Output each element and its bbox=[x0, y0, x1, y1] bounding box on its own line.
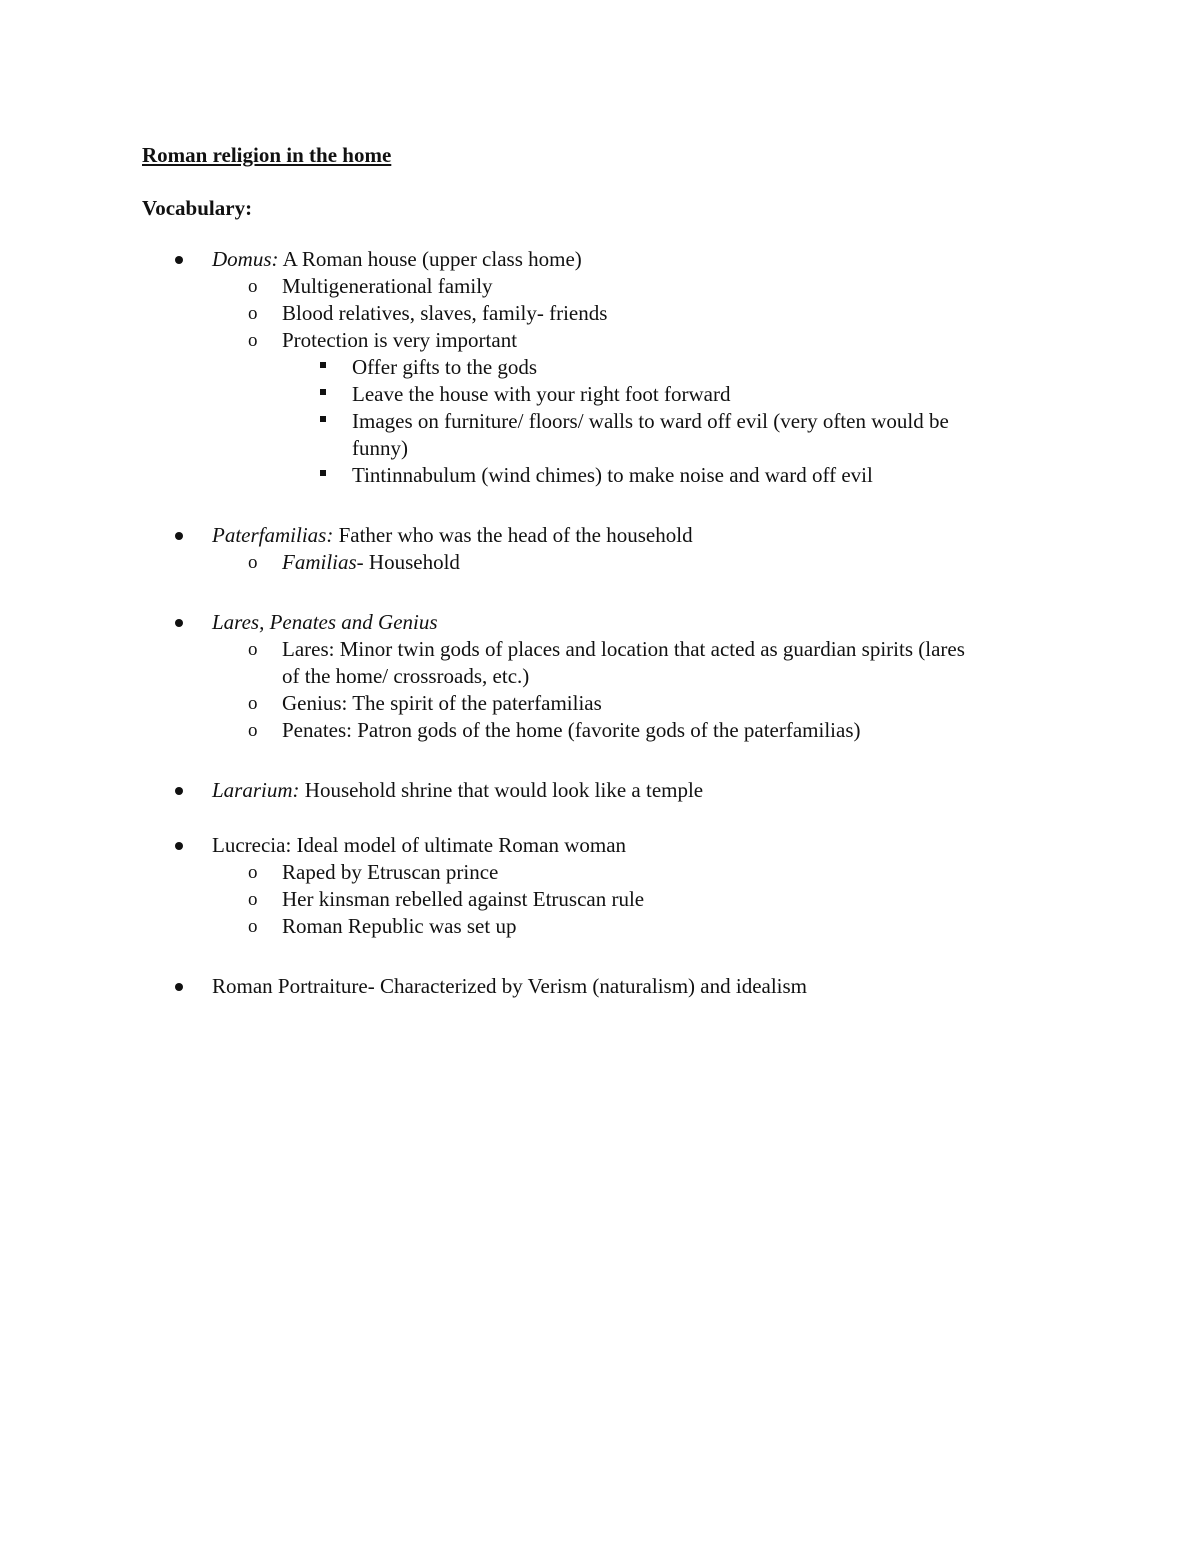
bullet-icon bbox=[175, 983, 183, 991]
circle-bullet-icon: o bbox=[248, 276, 258, 297]
list-item-lararium bbox=[212, 777, 703, 804]
sub-item: Her kinsman rebelled against Etruscan rule bbox=[282, 887, 645, 911]
sub-item: Protection is very important bbox=[282, 328, 518, 352]
circle-bullet-icon: o bbox=[248, 862, 258, 883]
circle-bullet-icon: o bbox=[248, 693, 258, 714]
sub-item: Genius: The spirit of the paterfamilias bbox=[282, 691, 602, 715]
definition-paterfamilias: Father who was the head of the household bbox=[333, 523, 693, 547]
bullet-icon bbox=[175, 842, 183, 850]
square-bullet-icon bbox=[320, 416, 326, 422]
square-bullet-icon bbox=[320, 362, 326, 368]
bullet-icon bbox=[175, 619, 183, 627]
square-bullet-icon bbox=[320, 389, 326, 395]
term-lararium: Lararium: bbox=[212, 778, 300, 802]
sub-item-familias bbox=[282, 549, 460, 576]
term-domus: Domus: bbox=[212, 247, 279, 271]
definition-domus: A Roman house (upper class home) bbox=[278, 247, 582, 271]
sub-item: Penates: Patron gods of the home (favorite gods of the paterfamilias) bbox=[282, 718, 861, 742]
circle-bullet-icon: o bbox=[248, 552, 258, 573]
list-item-paterfamilias bbox=[212, 522, 693, 549]
circle-bullet-icon: o bbox=[248, 916, 258, 937]
bullet-icon bbox=[175, 532, 183, 540]
sub-item: Lares: Minor twin gods of places and location that acted as guardian spirits (lares bbox=[282, 637, 965, 661]
sub-item: Raped by Etruscan prince bbox=[282, 860, 499, 884]
sub-item: Roman Republic was set up bbox=[282, 914, 517, 938]
circle-bullet-icon: o bbox=[248, 639, 258, 660]
subsub-item: Images on furniture/ floors/ walls to ward off evil (very often would be bbox=[352, 409, 949, 433]
bullet-icon bbox=[175, 256, 183, 264]
circle-bullet-icon: o bbox=[248, 720, 258, 741]
vocabulary-heading: Vocabulary: bbox=[142, 196, 253, 220]
definition-familias: - Household bbox=[356, 550, 460, 574]
list-item-domus bbox=[212, 246, 582, 273]
list-item-portraiture: Roman Portraiture- Characterized by Verism (naturalism) and idealism bbox=[212, 974, 808, 998]
term-familias: Familias bbox=[282, 550, 357, 574]
list-item-lares: Lares, Penates and Genius bbox=[212, 610, 438, 634]
subsub-item: Tintinnabulum (wind chimes) to make noise and ward off evil bbox=[352, 463, 873, 487]
document-title: Roman religion in the home bbox=[142, 143, 392, 167]
sub-item-continuation: of the home/ crossroads, etc.) bbox=[282, 664, 530, 688]
list-item-lucrecia: Lucrecia: Ideal model of ultimate Roman woman bbox=[212, 833, 627, 857]
square-bullet-icon bbox=[320, 470, 326, 476]
subsub-item: Leave the house with your right foot forward bbox=[352, 382, 731, 406]
subsub-item-continuation: funny) bbox=[352, 436, 408, 460]
definition-lararium: Household shrine that would look like a temple bbox=[299, 778, 704, 802]
sub-item: Blood relatives, slaves, family- friends bbox=[282, 301, 608, 325]
bullet-icon bbox=[175, 787, 183, 795]
circle-bullet-icon: o bbox=[248, 303, 258, 324]
subsub-item: Offer gifts to the gods bbox=[352, 355, 538, 379]
circle-bullet-icon: o bbox=[248, 330, 258, 351]
sub-item: Multigenerational family bbox=[282, 274, 493, 298]
circle-bullet-icon: o bbox=[248, 889, 258, 910]
term-paterfamilias: Paterfamilias: bbox=[212, 523, 334, 547]
